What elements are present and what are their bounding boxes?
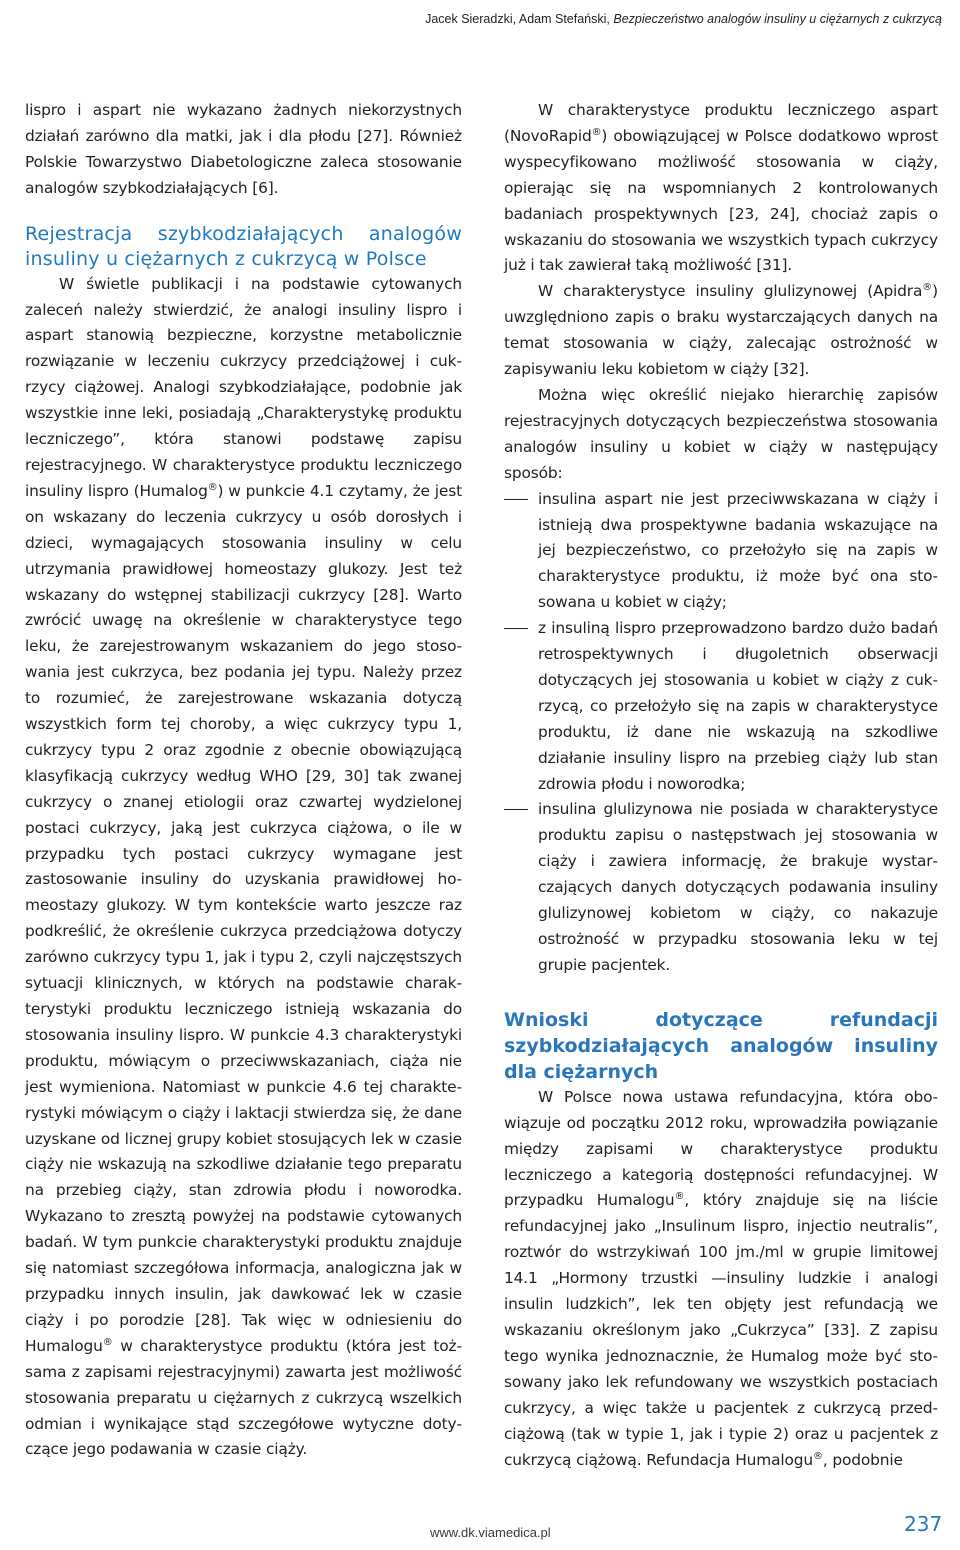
list-item: insulina aspart nie jest przeciwwskazana w ciąży i istnieją dwa prospektywne badania wskazujące na jej bezpieczeństwo, co przełożyło się na zapis w charakterystyce produktu, iż może być ona stosowana u kobiet w ciąży; [504, 487, 938, 617]
section-heading-registration: Rejestracja szybkodziałających analogów insuliny u ciężarnych z cukrzycą w Polsce [25, 222, 462, 270]
left-column [25, 98, 462, 1463]
page-number: 237 [904, 1512, 943, 1536]
list-item: z insuliną lispro przeprowadzono bardzo dużo badań retrospektywnych i długoletnich obserwacji dotyczących jej stosowania u kobiet w ciąży z cukrzycą, co przełożyło się na zapis w charakterystyce produktu, iż dane nie wskazują na szkodliwe działanie insuliny lispro na przebieg ciąży lub stan zdrowia płodu i noworodka; [504, 616, 938, 797]
paragraph-glulisine: W charakterystyce insuliny glulizynowej (Apidra®) uwzględniono zapis o braku wystarczających danych na temat stosowania w ciąży, zalecając ostrożność w zapisywaniu leku kobietom w ciąży [32]. [504, 282, 938, 379]
footer-url: www.dk.viamedica.pl [430, 1525, 551, 1540]
registered-mark: ® [102, 1336, 113, 1348]
paragraph-aspart: W charakterystyce produktu leczniczego aspart (NovoRapid®) obowiązującej w Polsce dodatkowo wprost wyspecyfikowano możliwość stosowania w ciąży, opierając się na wspomnianych 2 kontrolowanych badaniach prospektywnych [23, 24], chociaż zapis o wskazaniu do stosowania we wszystkich typach cukrzycy już i tak zawierał taką możliwość [31]. [504, 101, 938, 275]
registered-mark: ® [812, 1450, 823, 1462]
right-column [504, 98, 938, 1473]
registered-mark: ® [922, 282, 933, 294]
paragraph-reimbursement: W Polsce nowa ustawa refundacyjna, która obowiązuje od początku 2012 roku, wprowadziła powiązanie między zapisami w charakterystyce produktu leczniczego a kategorią dostępności refundacyjnej. W przypadku Humalogu®, który znajduje się na liście refundacyjnej jako „Insulinum lispro, injectio neutralis”, roztwór do wstrzykiwań 100 jm./ml w grupie limitowej 14.1 „Hormony trzustki —insuliny ludzkie i analogi insulin ludzkich”, lek ten objęty jest refundacją we wskazaniu określonym jako „Cukrzyca” [33]. Z zapisu tego wynika jednoznacznie, że Humalog może być stosowany jako lek refundowany we wszystkich postaciach cukrzycy, a więc także u pacjentek z cukrzycą przedciążową (tak w typie 1, jak i typie 2) oraz u pacjentek z cukrzycą ciążową. Refundacja Humalogu®, podobnie [504, 1087, 938, 1469]
registered-mark: ® [207, 481, 218, 493]
registered-mark: ® [674, 1191, 685, 1203]
section-heading-reimbursement: Wnioski dotyczące refundacji szybkodziałających analogów insuliny dla ciężarnych [504, 1008, 938, 1083]
header-authors: Jacek Sieradzki, Adam Stefański, [425, 12, 610, 26]
paragraph-intro: lispro i aspart nie wykazano żadnych niekorzystnych działań zarówno dla matki, jak i dla płodu [27]. Również Polskie Towarzystwo Diabetologiczne zaleca stosowanie analogów szybkodziałających [6]. [25, 101, 462, 197]
paragraph-hierarchy: Można więc określić niejako hierarchię zapisów rejestracyjnych dotyczących bezpieczeństwa stosowania analogów insuliny u kobiet w ciąży w następujący sposób: [504, 385, 938, 482]
paragraph-registration: W świetle publikacji i na podstawie cytowanych zaleceń należy stwierdzić, że analogi insuliny lispro i aspart stanowią bezpieczne, korzystne metabolicznie rozwiązanie w leczeniu cukrzycy przedciążowej i cukrzycy ciążowej. Analogi szybkodziałające, podobnie jak wszystkie inne leki, posiadają „Charakterystykę produktu leczniczego”, która stanowi podstawę zapisu rejestracyjnego. W charakterystyce produktu leczniczego insuliny lispro (Humalog®) w punkcie 4.1 czytamy, że jest on wskazany do leczenia cukrzycy u osób dorosłych i dzieci, wymagających stosowania insuliny w celu utrzymania prawidłowej homeostazy glukozy. Jest też wskazany do wstępnej stabilizacji cukrzycy [28]. Warto zwrócić uwagę na określenie w charakterystyce tego leku, że zarejestrowanym wskazaniem do jego stosowania jest cukrzyca, bez podania jej typu. Należy przez to rozumieć, że zarejestrowane wskazania dotyczą wszystkich form tej choroby, a więc cukrzycy typu 1, cukrzycy typu 2 oraz zgodnie z obecnie obowiązującą klasyfikacją cukrzycy według WHO [29, 30] tak zwanej cukrzycy o znanej etiologii oraz czwartej wydzielonej postaci cukrzycy, jaką jest cukrzyca ciążowa, o ile w przypadku tych postaci cukrzycy wymagane jest zastosowanie insuliny do uzyskania prawidłowej homeostazy glukozy. W tym kontekście warto jeszcze raz podkreślić, że określenie cukrzyca przedciążowa dotyczy zarówno cukrzycy typu 1, jak i typu 2, czyli najczęstszych sytuacji klinicznych, w których na podstawie charakterystyki produktu leczniczego istnieją wskazania do stosowania insuliny lispro. W punkcie 4.3 charakterystyki produktu, mówiącym o przeciwwskazaniach, ciąża nie jest wymieniona. Natomiast w punkcie 4.6 tej charakterystyki mówiącym o ciąży i laktacji stwierdza się, że dane uzyskane od licznej grupy kobiet stosujących lek w czasie ciąży nie wskazują na szkodliwe działanie tego preparatu na przebieg ciąży, stan zdrowia płodu i noworodka. Wykazano to zresztą powyżej na podstawie cytowanych badań. W tym punkcie charakterystyki produktu znajduje się natomiast szczegółowa informacja, analogiczna jak w przypadku innych insulin, jak dawkować lek w czasie ciąży i po porodzie [28]. Tak więc w odniesieniu do Humalogu® w charakterystyce produktu (która jest tożsama z zapisami rejestracyjnymi) zawarta jest możliwość stosowania preparatu u ciężarnych z cukrzycą wszelkich odmian i wynikające stąd szczegółowe wytyczne dotyczące jego podawania w czasie ciąży. [25, 274, 462, 1459]
hierarchy-list [504, 487, 938, 979]
running-header [425, 12, 942, 26]
registered-mark: ® [591, 126, 602, 138]
list-item: insulina glulizynowa nie posiada w charakterystyce produktu zapisu o następstwach jej stosowania w ciąży i zawiera informację, że brakuje wystarczających danych dotyczących podawania insuliny glulizynowej kobietom w ciąży, co nakazuje ostrożność w przypadku stosowania leku w tej grupie pacjentek. [504, 797, 938, 978]
header-title: Bezpieczeństwo analogów insuliny u ciężarnych z cukrzycą [613, 12, 942, 26]
